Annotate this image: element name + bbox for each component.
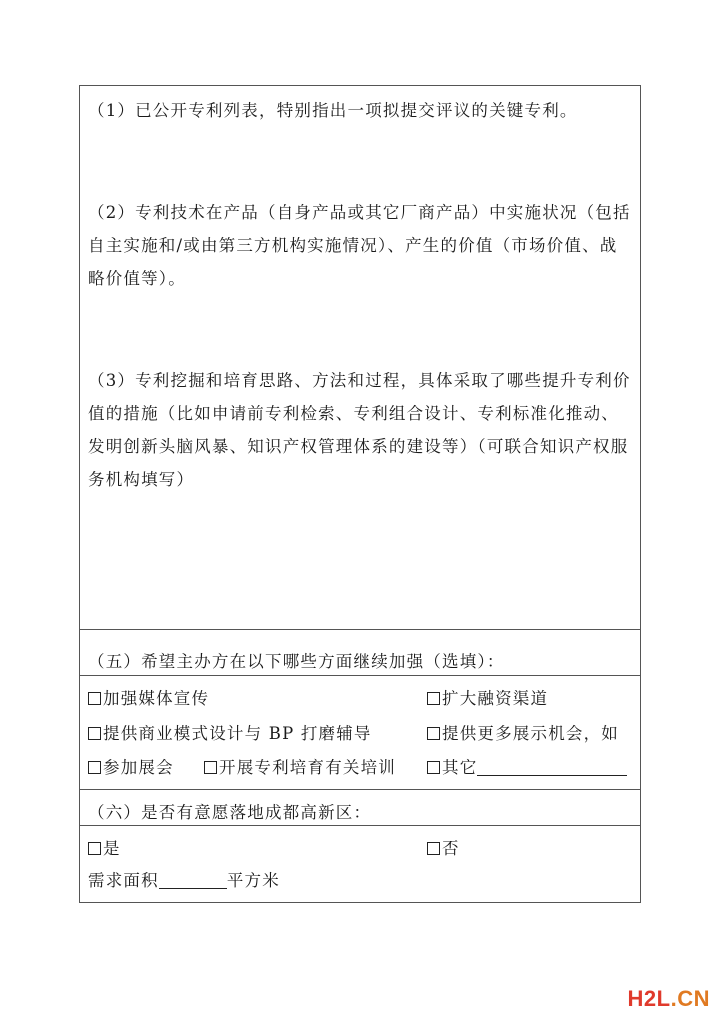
area-row xyxy=(88,867,280,891)
option-label: 其它 xyxy=(442,758,478,777)
checkbox[interactable] xyxy=(204,761,217,774)
divider xyxy=(80,629,640,630)
option-business-model[interactable] xyxy=(88,720,372,744)
other-fill-blank[interactable] xyxy=(477,757,627,776)
divider xyxy=(80,825,640,826)
patent-list-item: （1）已公开专利列表，特别指出一项拟提交评议的关键专利。 xyxy=(88,101,578,120)
option-label: 开展专利培育有关培训 xyxy=(219,758,396,777)
patent-cultivation-item: （3）专利挖掘和培育思路、方法和过程，具体采取了哪些提升专利价值的措施（比如申请前专利检索、专利组合设计、专利标准化推动、发明创新头脑风暴、知识产权管理体系的建设等）（可联合知识产权服务机构填写） xyxy=(88,371,631,489)
watermark-right: CN xyxy=(677,986,710,1011)
checkbox[interactable] xyxy=(427,761,440,774)
checkbox[interactable] xyxy=(88,761,101,774)
watermark-left: H2L xyxy=(627,986,671,1011)
watermark-dot: . xyxy=(670,986,678,1011)
checkbox[interactable] xyxy=(427,727,440,740)
patent-implementation-item: （2）专利技术在产品（自身产品或其它厂商产品）中实施状况（包括自主实施和/或由第三方机构实施情况）、产生的价值（市场价值、战略价值等）。 xyxy=(88,203,631,288)
checkbox[interactable] xyxy=(88,727,101,740)
option-label: 加强媒体宣传 xyxy=(103,689,210,708)
site-watermark-logo xyxy=(628,986,710,1012)
checkbox[interactable] xyxy=(88,842,101,855)
option-yes[interactable] xyxy=(88,835,121,859)
divider xyxy=(80,675,640,676)
option-financing[interactable] xyxy=(427,685,548,709)
option-no[interactable] xyxy=(427,835,460,859)
option-exhibition[interactable] xyxy=(88,754,174,778)
option-label: 扩大融资渠道 xyxy=(442,689,549,708)
option-other[interactable] xyxy=(427,754,627,778)
area-label: 需求面积 xyxy=(88,871,159,890)
option-label: 是 xyxy=(103,839,121,858)
area-unit: 平方米 xyxy=(226,871,280,890)
checkbox[interactable] xyxy=(427,842,440,855)
option-label: 提供商业模式设计与 BP 打磨辅导 xyxy=(103,724,372,743)
checkbox[interactable] xyxy=(88,692,101,705)
option-training[interactable] xyxy=(204,754,396,778)
application-form xyxy=(79,85,641,903)
option-label: 提供更多展示机会，如 xyxy=(442,724,619,743)
option-more-display[interactable] xyxy=(427,720,619,744)
area-fill-blank[interactable] xyxy=(159,870,227,889)
option-label: 参加展会 xyxy=(103,758,174,777)
section-six-title: （六）是否有意愿落地成都高新区： xyxy=(88,803,372,822)
divider xyxy=(80,789,640,790)
checkbox[interactable] xyxy=(427,692,440,705)
section-five-title: （五）希望主办方在以下哪些方面继续加强（选填）： xyxy=(88,652,505,671)
option-media[interactable] xyxy=(88,685,209,709)
option-label: 否 xyxy=(442,839,460,858)
